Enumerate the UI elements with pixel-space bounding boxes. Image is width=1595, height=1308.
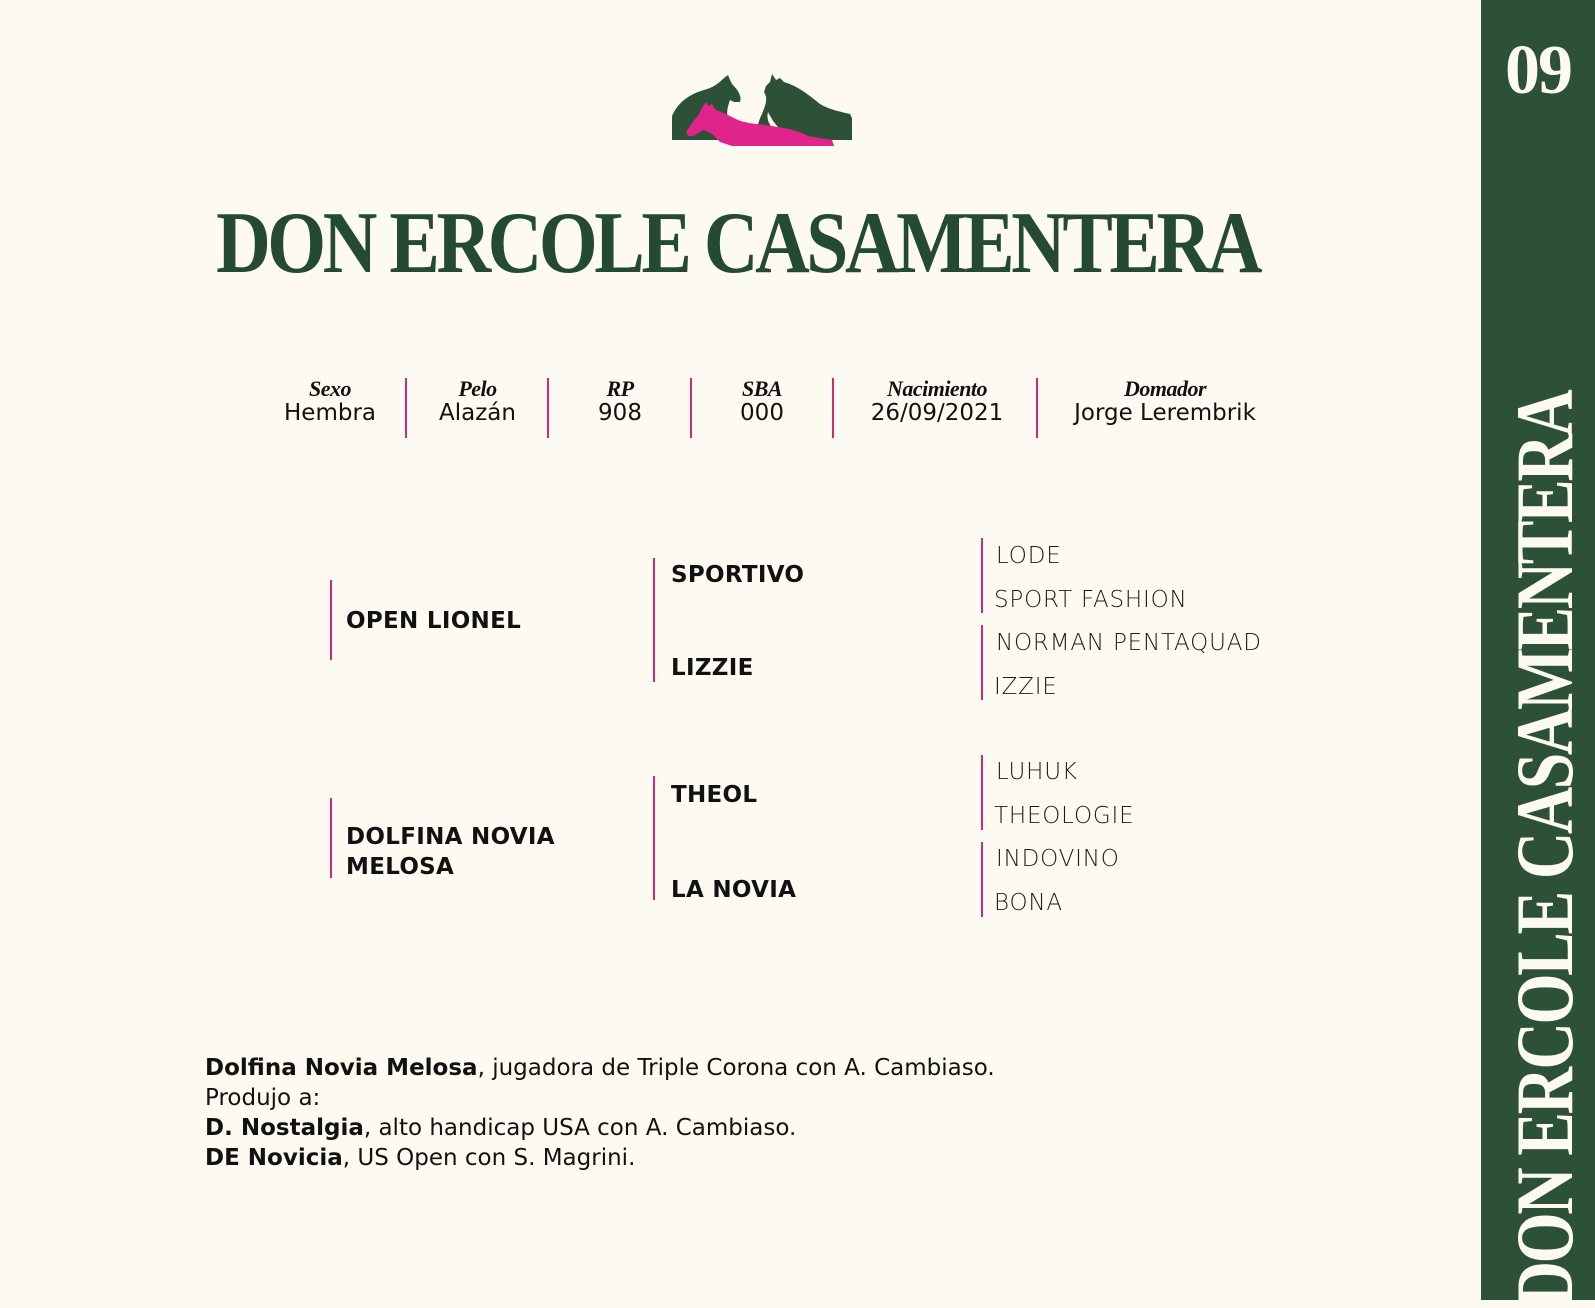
info-label: Domador [1123,376,1207,401]
info-domador [1060,378,1270,438]
dam-name-line: MELOSA [346,854,455,880]
info-label: Nacimiento [886,376,988,401]
note-line [205,1113,995,1143]
lot-number: 09 [1505,32,1571,109]
info-value: Alazán [439,400,516,426]
info-label: Sexo [309,376,351,401]
divider [832,378,834,438]
info-pelo [425,378,530,438]
sire-sire-name: SPORTIVO [671,562,805,588]
dam-name [346,822,555,882]
info-value: 000 [740,400,784,426]
info-value: 908 [598,400,642,426]
note-bold: Dolfina Novia Melosa [205,1055,478,1081]
pedigree-bar [981,842,983,917]
info-label: SBA [741,376,783,401]
note-text: , jugadora de Triple Corona con A. Cambiaso. [477,1055,995,1081]
dam-dam-name: LA NOVIA [671,877,797,903]
sds-name: NORMAN PENTAQUAD [996,630,1262,656]
sss-name: LODE [996,543,1062,569]
divider [405,378,407,438]
note-text: , alto handicap USA con A. Cambiaso. [363,1115,797,1141]
info-rp [580,378,660,438]
notes-paragraph [205,1053,995,1173]
sire-name: OPEN LIONEL [346,608,522,634]
pedigree-bar [981,755,983,830]
ddd-name: BONA [994,890,1063,916]
info-nacimiento [862,378,1012,438]
note-line [205,1053,995,1083]
ssd-name: SPORT FASHION [994,587,1188,613]
pedigree-bar [330,798,332,878]
info-value: 26/09/2021 [870,400,1004,426]
dds-name: INDOVINO [996,846,1120,872]
pedigree-bar [330,580,332,660]
info-value: Hembra [284,400,376,426]
pedigree-bar [981,625,983,700]
note-bold: D. Nostalgia [205,1115,364,1141]
pedigree-bar [981,538,983,613]
info-label: RP [606,376,634,401]
divider [690,378,692,438]
note-text: , US Open con S. Magrini. [342,1145,636,1171]
dam-sire-name: THEOL [671,782,758,808]
info-sba [722,378,802,438]
divider [547,378,549,438]
sire-dam-name: LIZZIE [671,655,754,681]
sdd-name: IZZIE [994,674,1058,700]
note-line [205,1143,995,1173]
info-value: Jorge Lerembrik [1074,400,1256,426]
dss-name: LUHUK [996,759,1078,785]
side-band [1481,0,1595,1308]
dam-name-line: DOLFINA NOVIA [346,824,555,850]
info-sexo [275,378,385,438]
pedigree-bar [653,558,655,682]
horses-logo-icon [672,72,858,148]
side-title: DON ERCOLE CASAMENTERA [1499,391,1590,1308]
page-title: DON ERCOLE CASAMENTERA [216,195,1259,292]
divider [1036,378,1038,438]
note-bold: DE Novicia [205,1145,343,1171]
info-label: Pelo [458,376,497,401]
note-line: Produjo a: [205,1085,321,1111]
pedigree-bar [653,776,655,900]
dsd-name: THEOLOGIE [994,803,1135,829]
